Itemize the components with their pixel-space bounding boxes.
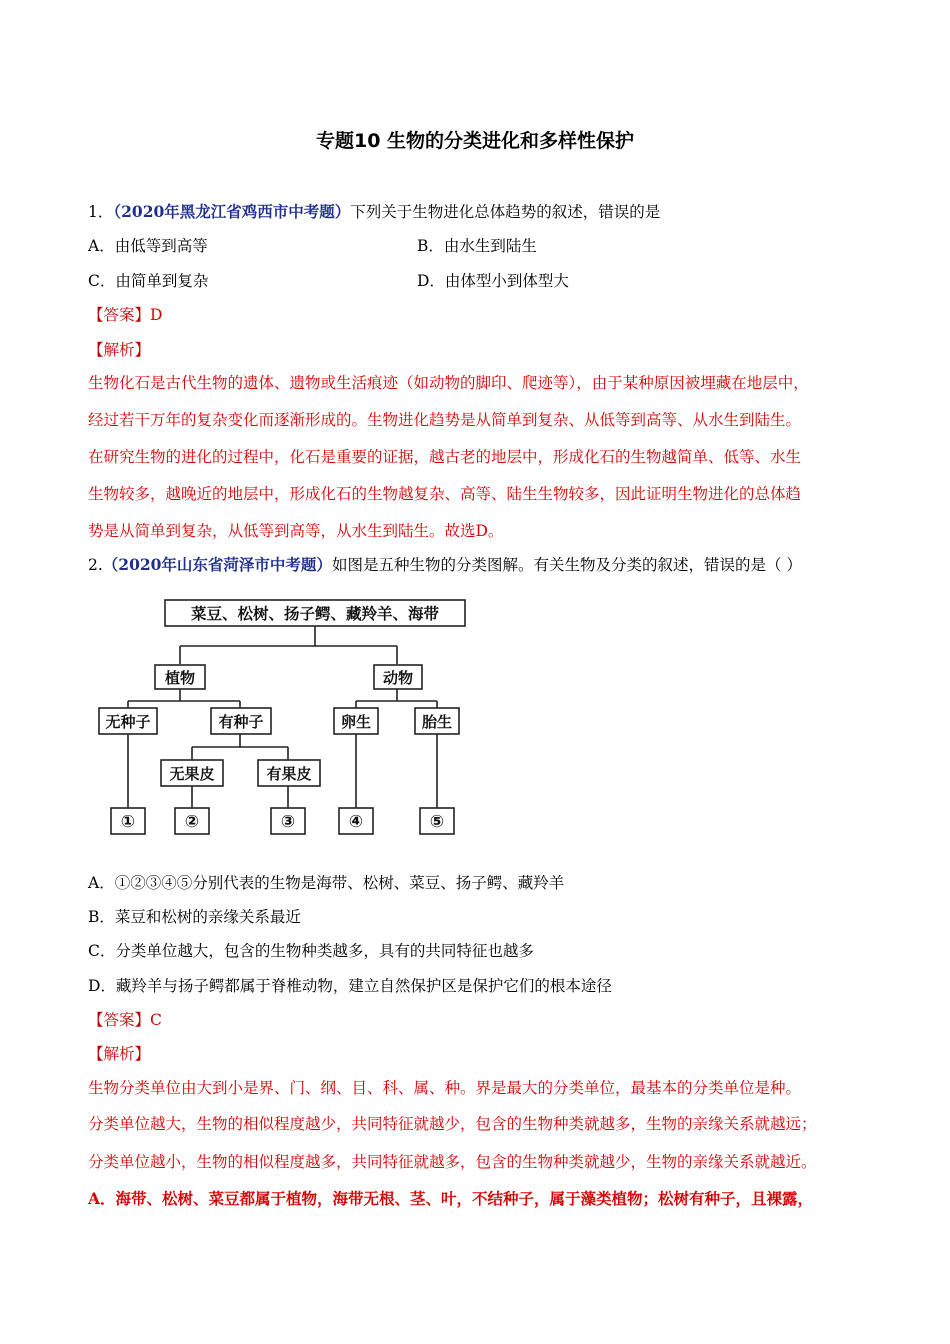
q2-analysis-line: 分类单位越小，生物的相似程度越多，共同特征就越多，包含的生物种类就越少，生物的亲缘关系就越近。 <box>88 1153 817 1171</box>
q1-analysis-line: 生物较多，越晚近的地层中，形成化石的生物越复杂、高等、陆生生物较多，因此证明生物进化的总体趋 <box>88 485 802 503</box>
q1-analysis-line: 经过若干万年的复杂变化而逐渐形成的。生物进化趋势是从简单到复杂、从低等到高等、从水生到陆生。 <box>88 411 802 429</box>
q1-stem: 下列关于生物进化总体趋势的叙述，错误的是 <box>350 203 661 221</box>
no-seed-label: 无种子 <box>105 713 151 731</box>
no-pericarp-label: 无果皮 <box>169 765 215 783</box>
pericarp-label: 有果皮 <box>266 765 312 783</box>
root-label: 菜豆、松树、扬子鳄、藏羚羊、海带 <box>190 605 440 623</box>
q2-option-b: B．菜豆和松树的亲缘关系最近 <box>88 908 301 926</box>
q1-analysis-line: 在研究生物的进化的过程中，化石是重要的证据，越古老的地层中，形成化石的生物越简单、低等、水生 <box>88 448 802 466</box>
q1-answer-label: 【答案】 <box>88 306 151 324</box>
q2-analysis-label: 【解析】 <box>88 1045 151 1063</box>
q2-stem: 如图是五种生物的分类图解。有关生物及分类的叙述，错误的是（ ） <box>331 556 802 574</box>
q2-option-a: A．①②③④⑤分别代表的生物是海带、松树、菜豆、扬子鳄、藏羚羊 <box>88 874 565 892</box>
q1-stem-line <box>88 202 660 222</box>
q1-number: 1． <box>88 203 114 221</box>
q1-option-c: C．由简单到复杂 <box>88 272 209 290</box>
q2-answer-value: C <box>150 1011 162 1029</box>
q2-answer <box>88 1010 162 1030</box>
animal-label: 动物 <box>382 669 414 687</box>
q1-option-a: A．由低等到高等 <box>88 237 208 255</box>
q2-option-c: C．分类单位越大，包含的生物种类越多，具有的共同特征也越多 <box>88 942 534 960</box>
q2-answer-label: 【答案】 <box>88 1011 151 1029</box>
q1-analysis-line: 势是从简单到复杂，从低等到高等，从水生到陆生。故选D。 <box>88 522 504 540</box>
q2-option-d: D．藏羚羊与扬子鳄都属于脊椎动物，建立自然保护区是保护它们的根本途径 <box>88 977 612 995</box>
q2-analysis-line: 生物分类单位由大到小是界、门、纲、目、科、属、种。界是最大的分类单位，最基本的分类单位是种。 <box>88 1079 802 1097</box>
q1-answer-value: D <box>150 306 163 324</box>
q2-stem-line <box>88 555 802 575</box>
q2-source: （2020年山东省菏泽市中考题） <box>102 555 332 574</box>
q1-analysis-line: 生物化石是古代生物的遗体、遗物或生活痕迹（如动物的脚印、爬迹等），由于某种原因被埋藏在地层中， <box>88 374 809 392</box>
leaf-label: ① <box>120 812 136 832</box>
q2-analysis-line: A．海带、松树、菜豆都属于植物，海带无根、茎、叶，不结种子，属于藻类植物；松树有种子，且裸露， <box>88 1189 814 1208</box>
plant-label: 植物 <box>164 669 196 687</box>
seed-label: 有种子 <box>218 713 264 731</box>
q1-answer <box>88 305 162 325</box>
classification-diagram <box>95 594 475 844</box>
leaf-label: ③ <box>280 812 296 832</box>
viviparous-label: 胎生 <box>421 713 453 731</box>
leaf-label: ② <box>184 812 200 832</box>
q1-source: （2020年黑龙江省鸡西市中考题） <box>113 202 351 221</box>
q1-option-d: D．由体型小到体型大 <box>417 272 569 290</box>
page-title: 专题10 生物的分类进化和多样性保护 <box>315 130 635 152</box>
oviparous-label: 卵生 <box>340 713 372 731</box>
q2-number: 2. <box>88 556 103 574</box>
leaf-label: ⑤ <box>429 812 445 832</box>
q2-analysis-line: 分类单位越大，生物的相似程度越少，共同特征就越少，包含的生物种类就越多，生物的亲缘关系就越远； <box>88 1115 817 1133</box>
q1-option-b: B．由水生到陆生 <box>417 237 537 255</box>
q1-analysis-label: 【解析】 <box>88 341 151 359</box>
leaf-label: ④ <box>348 812 364 832</box>
